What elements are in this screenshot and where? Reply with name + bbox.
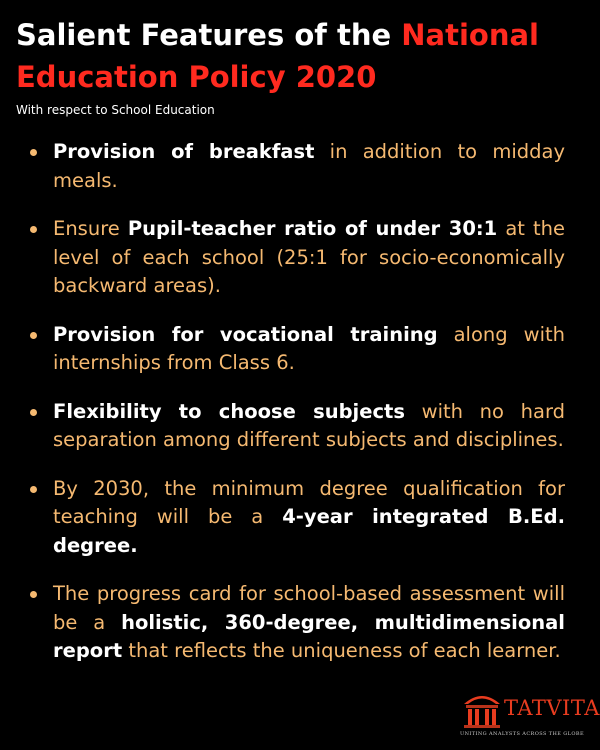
pillared-arch-icon (460, 690, 504, 730)
feature-text: that reflects the uniqueness of each learner. (122, 639, 561, 662)
feature-item (30, 475, 565, 561)
feature-text: Ensure (53, 217, 128, 240)
feature-text: at the level of each school (25:1 for socio-economically backward areas). (53, 217, 565, 297)
bullet-dot-icon (30, 226, 37, 233)
feature-emphasis: Flexibility to choose subjects (53, 399, 405, 423)
logo-tagline: UNITING ANALYSTS ACROSS THE GLOBE (460, 731, 585, 737)
page-title (16, 14, 586, 98)
page-subtitle: With respect to School Education (16, 103, 215, 117)
feature-emphasis: Provision of breakfast (53, 140, 315, 163)
feature-text: along with internships from Class 6. (53, 322, 565, 374)
feature-item (30, 398, 565, 455)
feature-emphasis: 4-year integrated B.Ed. degree. (53, 505, 565, 557)
feature-text: with no hard separation among different subjects and disciplines. (53, 399, 565, 451)
feature-text: By 2030, the minimum degree qualification for teaching will be a (53, 476, 565, 528)
feature-emphasis: Pupil-teacher ratio of under 30:1 (127, 217, 498, 240)
bullet-dot-icon (30, 149, 37, 156)
bullet-dot-icon (30, 409, 37, 416)
feature-emphasis: Provision for vocational training (53, 322, 438, 346)
bullet-dot-icon (30, 332, 37, 339)
feature-emphasis: holistic, 360-degree, multidimensional report (53, 610, 565, 662)
feature-text: The progress card for school-based assessment will be a (53, 582, 565, 634)
title-white-part: Salient Features of the (16, 18, 392, 52)
feature-item (30, 580, 565, 666)
title-red-part: National Education Policy 2020 (16, 18, 539, 94)
feature-item (30, 138, 565, 195)
feature-text: in addition to midday meals. (53, 140, 565, 192)
feature-item (30, 321, 565, 378)
feature-list (30, 138, 565, 686)
bullet-dot-icon (30, 486, 37, 493)
logo-wordmark: TATVITA (504, 696, 600, 720)
feature-item (30, 215, 565, 301)
bullet-dot-icon (30, 591, 37, 598)
tatvita-logo (458, 688, 600, 740)
